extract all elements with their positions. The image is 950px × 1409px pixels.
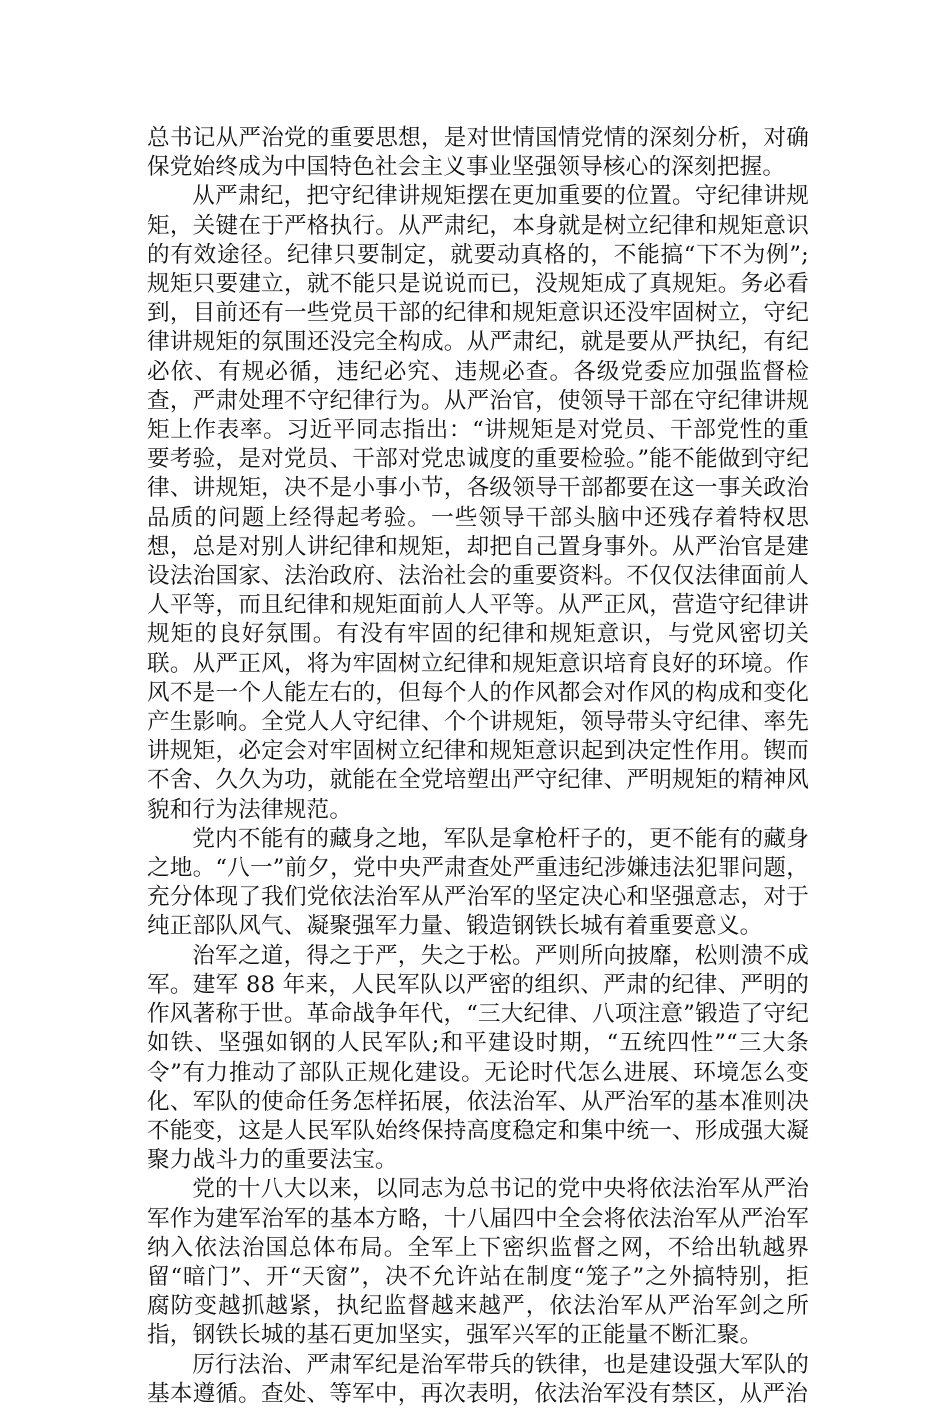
paragraph-way-of-governing-army: 治军之道，得之于严，失之于松。严则所向披靡，松则溃不成军。建军 88 年来，人民军队以严密的组织、严肃的纪律、严明的作风著称于世。革命战争年代，“三大纪律、八项注意”锻造了守纪如铁、坚强如钢的人民军队;和平建设时期，“五统四性”“三大条令”有力推动了部队正规化建设。无论时代怎么进展、环境怎么变化、军队的使命任务怎样拓展，依法治军、从严治军的基本准则决不能变，这是人民军队始终保持高度稳定和集中统一、形成强大凝聚力战斗力的重要法宝。 bbox=[147, 942, 809, 1174]
paragraph-rule-of-law: 厉行法治、严肃军纪是治军带兵的铁律，也是建设强大军队的基本遵循。查处、等军中，再次表明，依法治军没有禁区，从严治 bbox=[147, 1351, 809, 1407]
document-body bbox=[147, 124, 809, 1409]
paragraph-discipline: 从严肃纪，把守纪律讲规矩摆在更加重要的位置。守纪律讲规矩，关键在于严格执行。从严肃纪，本身就是树立纪律和规矩意识的有效途径。纪律只要制定，就要动真格的，不能搞“下不为例”;规矩只要建立，就不能只是说说而已，没规矩成了真规矩。务必看到，目前还有一些党员干部的纪律和规矩意识还没牢固树立，守纪律讲规矩的氛围还没完全构成。从严肃纪，就是要从严执纪，有纪必依、有规必循，违纪必究、违规必查。各级党委应加强监督检查，严肃处理不守纪律行为。从严治官，使领导干部在守纪律讲规矩上作表率。习近平同志指出：“讲规矩是对党员、干部党性的重要考验，是对党员、干部对党忠诚度的重要检验。”能不能做到守纪律、讲规矩，决不是小事小节，各级领导干部都要在这一事关政治品质的问题上经得起考验。一些领导干部头脑中还残存着特权思想，总是对别人讲纪律和规矩，却把自己置身事外。从严治官是建设法治国家、法治政府、法治社会的重要资料。不仅仅法律面前人人平等，而且纪律和规矩面前人人平等。从严正风，营造守纪律讲规矩的良好氛围。有没有牢固的纪律和规矩意识，与党风密切关联。从严正风，将为牢固树立纪律和规矩意识培育良好的环境。作风不是一个人能左右的，但每个人的作风都会对作风的构成和变化产生影响。全党人人守纪律、个个讲规矩，领导带头守纪律、率先讲规矩，必定会对牢固树立纪律和规矩意识起到决定性作用。锲而不舍、久久为功，就能在全党培塑出严守纪律、严明规矩的精神风貌和行为法律规范。 bbox=[147, 183, 809, 823]
paragraph-continuation: 总书记从严治党的重要思想，是对世情国情党情的深刻分析，对确保党始终成为中国特色社会主义事业坚强领导核心的深刻把握。 bbox=[147, 125, 809, 181]
paragraph-since-18th-congress: 党的十八大以来，以同志为总书记的党中央将依法治军从严治军作为建军治军的基本方略，十八届四中全会将依法治军从严治军纳入依法治国总体布局。全军上下密织监督之网，不给出轨越界留“暗门”、开“天窗”，决不允许站在制度“笼子”之外搞特别，拒腐防变越抓越紧，执纪监督越来越严，依法治军从严治军剑之所指，钢铁长城的基石更加坚实，强军兴军的正能量不断汇聚。 bbox=[147, 1176, 809, 1349]
paragraph-military-no-hiding: 党内不能有的藏身之地，军队是拿枪杆子的，更不能有的藏身之地。“八一”前夕，党中央严肃查处严重违纪涉嫌违法犯罪问题，充分体现了我们党依法治军从严治军的坚定决心和坚强意志，对于纯正部队风气、凝聚强军力量、锻造钢铁长城有着重要意义。 bbox=[147, 825, 809, 940]
